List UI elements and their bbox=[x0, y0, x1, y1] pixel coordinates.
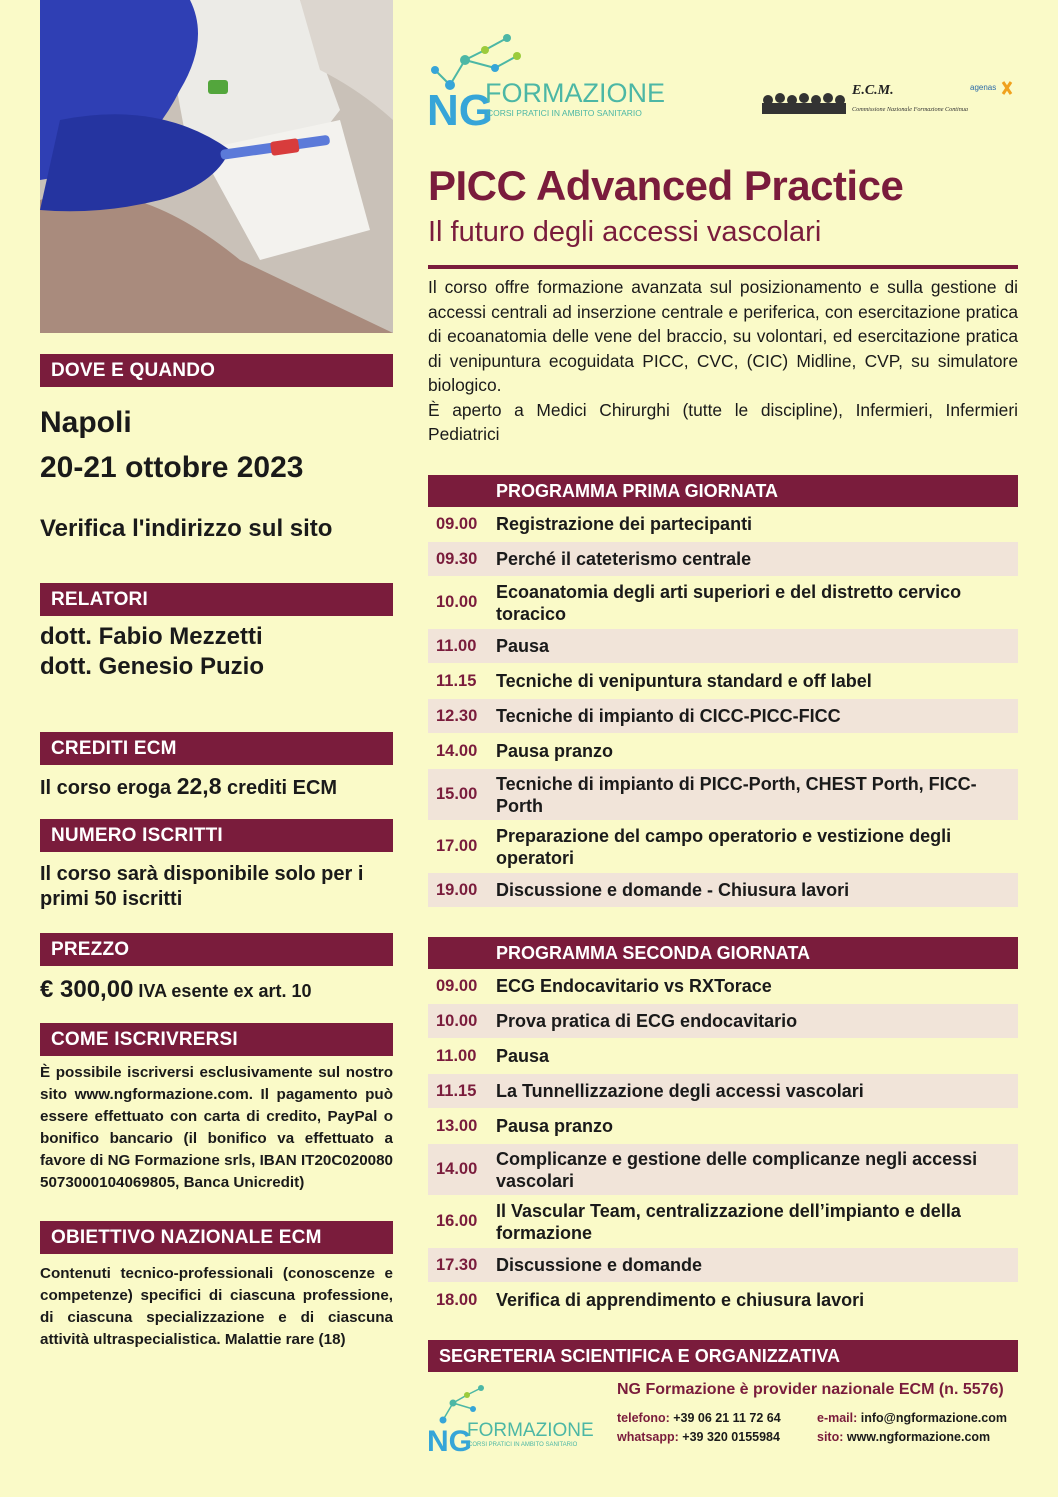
day1-schedule bbox=[428, 507, 1018, 908]
ng-formazione-logo-small bbox=[425, 1385, 605, 1455]
schedule-time: 09.00 bbox=[436, 514, 478, 533]
schedule-activity: Pausa pranzo bbox=[496, 1116, 614, 1136]
credits-text: Il corso eroga 22,8 crediti ECM bbox=[40, 773, 338, 799]
schedule-activity: La Tunnellizzazione degli accessi vascolari bbox=[496, 1081, 864, 1101]
schedule-row bbox=[428, 542, 1018, 577]
enrollment-heading: NUMERO ISCRITTI bbox=[40, 819, 393, 852]
schedule-time: 10.00 bbox=[436, 593, 478, 611]
schedule-activity: Verifica di apprendimento e chiusura lavori bbox=[496, 1290, 865, 1310]
enrollment-text: Il corso sarà disponibile solo per i primi 50 iscritti bbox=[40, 863, 364, 910]
schedule-activity: Tecniche di venipuntura standard e off label bbox=[496, 671, 872, 691]
schedule-row bbox=[428, 1248, 1018, 1283]
website-link[interactable]: www.ngformazione.com bbox=[846, 1430, 991, 1444]
schedule-activity: Ecoanatomia degli arti superiori e del distretto cervico toracico bbox=[496, 581, 962, 624]
schedule-row bbox=[428, 1109, 1018, 1144]
speaker-name: dott. Fabio Mezzetti bbox=[40, 623, 263, 650]
schedule-activity: Pausa bbox=[496, 636, 550, 656]
logo-wordmark: FORMAZIONE bbox=[485, 78, 665, 108]
schedule-row bbox=[428, 769, 1018, 821]
schedule-row bbox=[428, 507, 1018, 542]
email-link[interactable]: info@ngformazione.com bbox=[860, 1411, 1007, 1425]
logo-ng-text: NG bbox=[427, 86, 493, 130]
credits-heading: CREDITI ECM bbox=[40, 732, 393, 765]
schedule-time: 14.00 bbox=[436, 1160, 478, 1178]
schedule-time: 17.00 bbox=[436, 837, 478, 855]
schedule-row bbox=[428, 1074, 1018, 1109]
schedule-time: 11.00 bbox=[436, 636, 477, 655]
schedule-time: 09.00 bbox=[436, 976, 478, 995]
speaker-name: dott. Genesio Puzio bbox=[40, 653, 265, 680]
schedule-row bbox=[428, 1039, 1018, 1074]
schedule-activity: ECG Endocavitario vs RXTorace bbox=[496, 976, 772, 996]
ecm-logo-tagline: Commissione Nazionale Formazione Continua bbox=[852, 106, 969, 113]
day2-heading: PROGRAMMA SECONDA GIORNATA bbox=[428, 937, 1018, 969]
schedule-row bbox=[428, 734, 1018, 769]
price-amount: € 300,00 bbox=[40, 976, 134, 1003]
schedule-time: 11.15 bbox=[436, 671, 477, 690]
day2-schedule bbox=[428, 969, 1018, 1318]
schedule-row bbox=[428, 664, 1018, 699]
schedule-activity: Il Vascular Team, centralizzazione dell’impianto e della formazione bbox=[496, 1200, 961, 1243]
schedule-time: 12.30 bbox=[436, 706, 478, 725]
logo-tagline: CORSI PRATICI IN AMBITO SANITARIO bbox=[468, 1442, 578, 1448]
ecm-logo-text: E.C.M. bbox=[852, 83, 894, 98]
credits-value: 22,8 bbox=[176, 773, 222, 799]
schedule-activity: Preparazione del campo operatorio e vestizione degli operatori bbox=[496, 825, 952, 868]
schedule-row bbox=[428, 1283, 1018, 1318]
schedule-time: 11.15 bbox=[436, 1081, 477, 1100]
schedule-time: 19.00 bbox=[436, 880, 478, 899]
title-divider bbox=[428, 265, 1018, 269]
phone-number[interactable]: +39 06 21 11 72 64 bbox=[673, 1411, 781, 1425]
how-to-text: È possibile iscriversi esclusivamente sul nostro sito www.ngformazione.com. Il pagamento può essere effettuato con carta di credito, PayPal o bonifico bancario (il bonifico va effettuato a favore di NG Formazione srls, IBAN IT20C020080 5073000104069805, Banca Unicredit) bbox=[40, 1064, 393, 1191]
whatsapp-line: whatsapp: +39 320 0155984 bbox=[617, 1430, 780, 1444]
page-subtitle: Il futuro degli accessi vascolari bbox=[428, 216, 822, 248]
schedule-row bbox=[428, 699, 1018, 734]
schedule-time: 13.00 bbox=[436, 1116, 478, 1135]
price-note: IVA esente ex art. 10 bbox=[133, 981, 312, 1001]
logo-tagline: CORSI PRATICI IN AMBITO SANITARIO bbox=[487, 108, 642, 118]
schedule-activity: Pausa bbox=[496, 1046, 550, 1066]
course-photo bbox=[40, 0, 393, 333]
course-intro bbox=[428, 275, 1018, 447]
schedule-time: 11.00 bbox=[436, 1046, 477, 1065]
provider-note: NG Formazione è provider nazionale ECM (n. 5576) bbox=[617, 1381, 1004, 1398]
schedule-time: 18.00 bbox=[436, 1290, 478, 1309]
schedule-time: 14.00 bbox=[436, 741, 478, 760]
event-city: Napoli bbox=[40, 406, 132, 439]
schedule-activity: Tecniche di impianto di CICC-PICC-FICC bbox=[496, 706, 841, 726]
schedule-activity: Pausa pranzo bbox=[496, 741, 614, 761]
logo-ng-text: NG bbox=[427, 1425, 472, 1455]
schedule-activity: Tecniche di impianto di PICC-Porth, CHEST Porth, FICC-Porth bbox=[496, 773, 977, 816]
schedule-row bbox=[428, 969, 1018, 1004]
schedule-time: 10.00 bbox=[436, 1011, 478, 1030]
schedule-time: 16.00 bbox=[436, 1212, 478, 1230]
schedule-time: 17.30 bbox=[436, 1255, 478, 1274]
schedule-activity: Discussione e domande bbox=[496, 1255, 703, 1275]
speakers-heading: RELATORI bbox=[40, 583, 393, 616]
schedule-row bbox=[428, 821, 1018, 873]
objective-heading: OBIETTIVO NAZIONALE ECM bbox=[40, 1221, 393, 1254]
site-line: sito: www.ngformazione.com bbox=[817, 1430, 991, 1444]
intro-paragraph: È aperto a Medici Chirurghi (tutte le discipline), Infermieri, Infermieri Pediatrici bbox=[428, 399, 1018, 444]
how-to-heading: COME ISCRIVRERSI bbox=[40, 1023, 393, 1056]
day1-heading: PROGRAMMA PRIMA GIORNATA bbox=[428, 475, 1018, 507]
schedule-activity: Prova pratica di ECG endocavitario bbox=[496, 1011, 798, 1031]
schedule-row bbox=[428, 629, 1018, 664]
schedule-activity: Registrazione dei partecipanti bbox=[496, 514, 753, 534]
secretariat-heading: SEGRETERIA SCIENTIFICA E ORGANIZZATIVA bbox=[428, 1340, 1018, 1372]
address-note: Verifica l'indirizzo sul sito bbox=[40, 515, 333, 542]
schedule-row bbox=[428, 873, 1018, 908]
objective-text: Contenuti tecnico-professionali (conoscenze e competenze) specifici di ciascuna professione, di ciascuna specializzazione e di ciascuna attività ultraspecialistica. Malattie rare (18) bbox=[40, 1265, 393, 1348]
schedule-row bbox=[428, 1144, 1018, 1196]
schedule-time: 15.00 bbox=[436, 785, 478, 803]
intro-paragraph: Il corso offre formazione avanzata sul posizionamento e sulla gestione di accessi centrali ad inserzione centrale e periferica, con esercitazione pratica di ecoanatomia delle vene del braccio, su volontari, ed esercitazione pratica di venipuntura ecoguidata PICC, CVC, (CIC) Midline, CVP, su simulatore biologico. bbox=[428, 277, 1018, 395]
price-heading: PREZZO bbox=[40, 933, 393, 966]
page-title: PICC Advanced Practice bbox=[428, 162, 904, 209]
schedule-time: 09.30 bbox=[436, 549, 478, 568]
schedule-row bbox=[428, 1196, 1018, 1248]
ng-formazione-logo bbox=[425, 30, 695, 130]
schedule-activity: Perché il cateterismo centrale bbox=[496, 549, 752, 569]
phone-line: telefono: +39 06 21 11 72 64 bbox=[617, 1411, 781, 1425]
logo-wordmark: FORMAZIONE bbox=[467, 1420, 594, 1441]
ecm-logo bbox=[760, 78, 1018, 118]
event-dates: 20-21 ottobre 2023 bbox=[40, 451, 304, 484]
schedule-row bbox=[428, 1004, 1018, 1039]
schedule-row bbox=[428, 577, 1018, 629]
whatsapp-number[interactable]: +39 320 0155984 bbox=[682, 1430, 780, 1444]
schedule-activity: Complicanze e gestione delle complicanze negli accessi vascolari bbox=[496, 1148, 978, 1191]
schedule-activity: Discussione e domande - Chiusura lavori bbox=[496, 880, 850, 900]
price-text bbox=[40, 976, 393, 1004]
email-line: e-mail: info@ngformazione.com bbox=[817, 1411, 1007, 1425]
where-when-heading: DOVE E QUANDO bbox=[40, 354, 393, 387]
agenas-logo: agenas bbox=[970, 83, 997, 92]
